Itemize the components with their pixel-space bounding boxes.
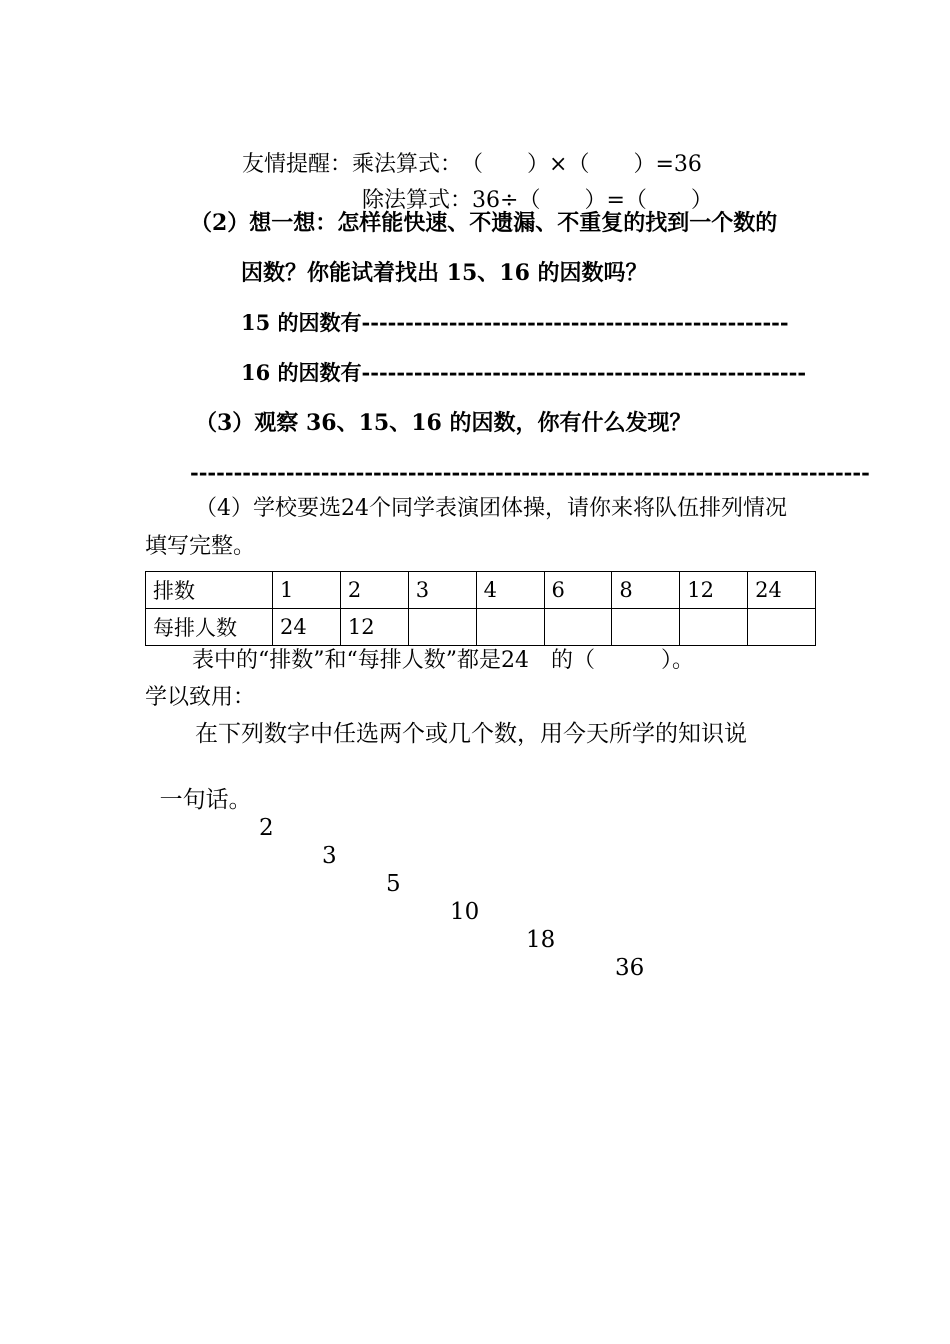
apply-line2-text: 一句话。 [159, 787, 252, 813]
division-formula: 36÷（ ）=（ ） [472, 188, 713, 213]
table-cell: 12 [680, 572, 748, 609]
table-row [146, 572, 816, 609]
number-option: 36 [615, 955, 645, 981]
apply-line1: 在下列数字中任选两个或几个数，用今天所学的知识说 [195, 721, 747, 747]
table-cell-blank[interactable] [408, 609, 476, 646]
q3-answer-line: ------------------------------------------------------------------------------ [190, 460, 870, 485]
division-label: 除法算式： [362, 188, 473, 213]
table-cell: 2 [340, 572, 408, 609]
table-cell: 1 [273, 572, 341, 609]
number-option: 3 [322, 843, 337, 869]
table-cell-blank[interactable] [748, 609, 816, 646]
number-option: 10 [450, 899, 480, 925]
q2-line2: 因数？你能试着找出 15、16 的因数吗？ [241, 260, 648, 286]
number-option: 5 [386, 871, 401, 897]
table-cell-blank[interactable] [680, 609, 748, 646]
q3-question: （3）观察 36、15、16 的因数，你有什么发现？ [195, 410, 692, 436]
apply-line2 [145, 758, 645, 982]
table-cell: 3 [408, 572, 476, 609]
table-cell-blank[interactable] [544, 609, 612, 646]
table-cell: 12 [340, 609, 408, 646]
table-cell: 24 [273, 609, 341, 646]
row-header-rows: 排数 [146, 572, 273, 609]
multiplication-label: 乘法算式： [352, 152, 463, 177]
factors-16-line: 16 的因数有--------------------------------------------------- [241, 360, 807, 385]
table-cell-blank[interactable] [612, 609, 680, 646]
number-option: 2 [259, 815, 274, 841]
table-cell: 8 [612, 572, 680, 609]
q2-line1: （2）想一想：怎样能快速、不遗漏、不重复的找到一个数的 [190, 210, 778, 236]
table-cell: 4 [476, 572, 544, 609]
reminder-line-division [348, 159, 713, 215]
factors-15-line: 15 的因数有------------------------------------------------- [241, 310, 789, 335]
q4-line1: （4）学校要选24个同学表演团体操，请你来将队伍排列情况 [195, 496, 787, 521]
multiplication-formula: （ ）×（ ）=36 [472, 152, 702, 177]
q4-line2: 填写完整。 [145, 534, 256, 559]
table-cell: 24 [748, 572, 816, 609]
reminder-label: 友情提醒： [242, 152, 353, 177]
table-cell: 6 [544, 572, 612, 609]
table-row [146, 609, 816, 646]
table-conclusion: 表中的“排数”和“每排人数”都是24 的（ ）。 [192, 648, 694, 673]
table-cell-blank[interactable] [476, 609, 544, 646]
row-header-per-row: 每排人数 [146, 609, 273, 646]
number-option: 18 [526, 927, 556, 953]
arrangement-table [145, 571, 816, 646]
apply-heading: 学以致用： [145, 685, 256, 710]
